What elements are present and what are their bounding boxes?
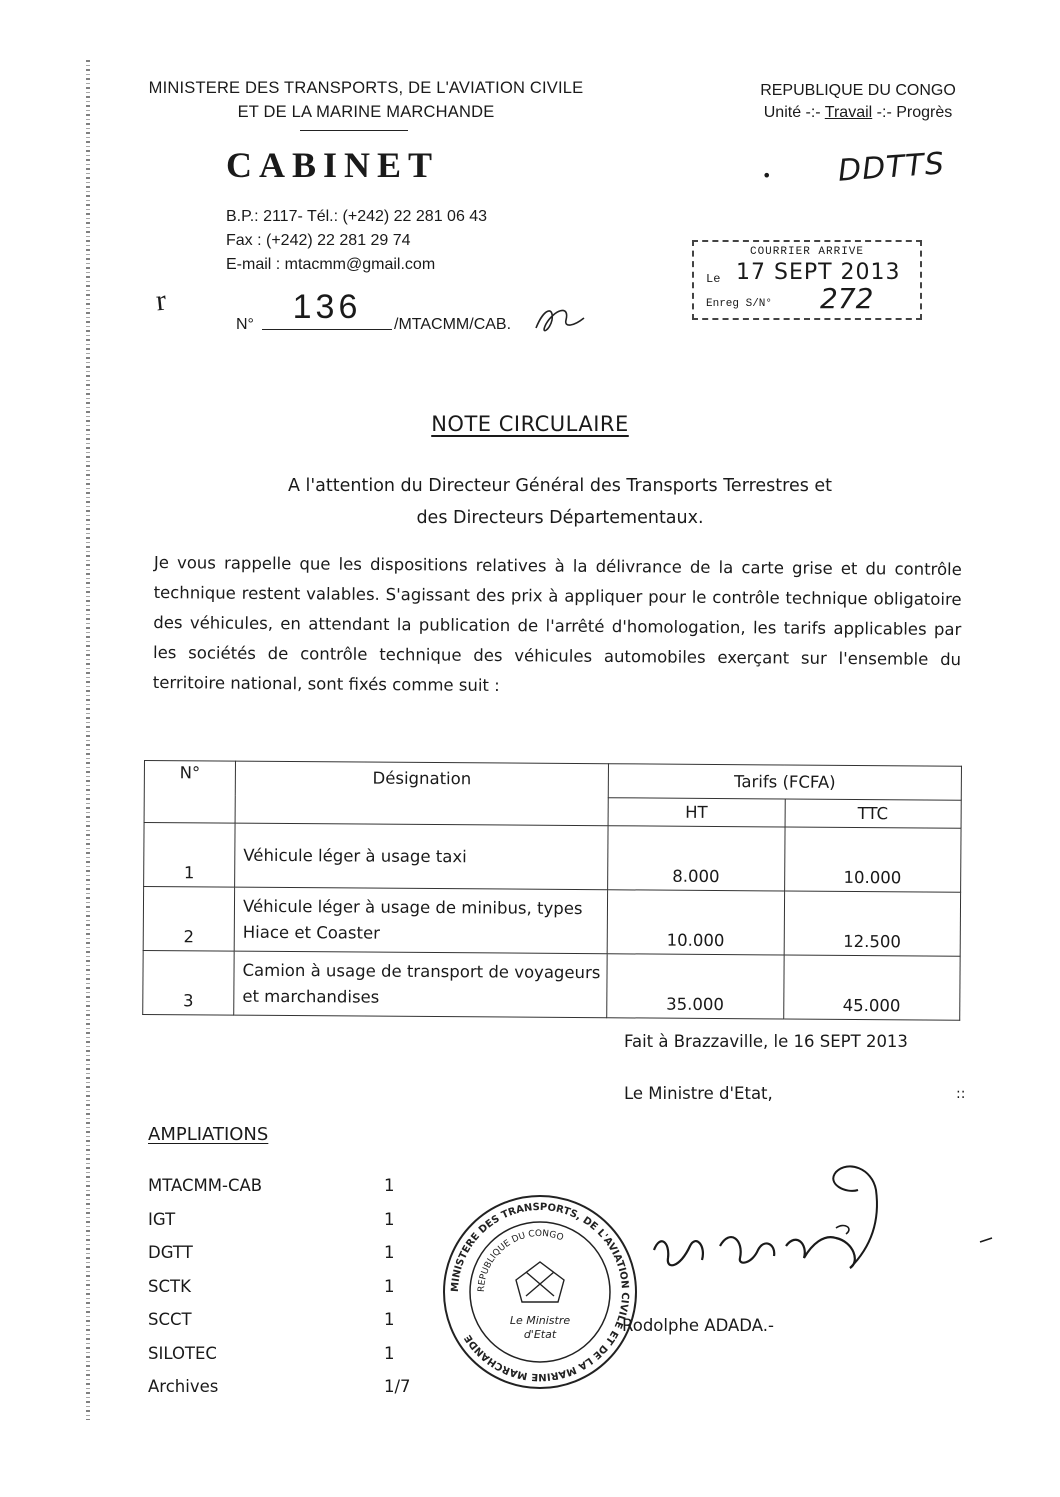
row-designation: Véhicule léger à usage de minibus, types Hiace et Coaster: [234, 887, 607, 954]
motto-travail: Travail: [824, 104, 873, 121]
stamp-date: 17 SEPT 2013: [736, 260, 901, 285]
scan-edge-border: [86, 60, 90, 1420]
ministry-divider: [300, 130, 408, 131]
header-ht: HT: [608, 798, 785, 827]
table-row: [144, 823, 961, 893]
contact-fax: Fax : (+242) 22 281 29 74: [226, 232, 411, 249]
contact-bp-phone: B.P.: 2117- Tél.: (+242) 22 281 06 43: [226, 208, 488, 225]
ampliations-list: [148, 1176, 438, 1411]
official-seal: [440, 1192, 640, 1392]
ampliation-name: DGTT: [148, 1243, 193, 1262]
handwritten-signature: [640, 1150, 1020, 1330]
ampliation-name: SCCT: [148, 1310, 192, 1329]
list-item: [148, 1277, 438, 1311]
republic-motto: [720, 102, 996, 124]
table-row: [143, 950, 960, 1020]
ampliation-name: MTACMM-CAB: [148, 1176, 263, 1195]
seal-outer-text: MINISTERE DES TRANSPORTS, DE L'AVIATION CIVILE ET DE LA MARINE MARCHANDE: [449, 1201, 631, 1383]
reference-suffix: /MTACMM/CAB.: [394, 316, 512, 333]
ampliation-name: Archives: [148, 1377, 219, 1396]
reference-number-label: N°: [236, 316, 254, 333]
row-number: 2: [143, 887, 234, 952]
row-price-ht: 8.000: [608, 826, 785, 891]
ampliation-name: SCTK: [148, 1276, 191, 1296]
handwritten-code: DDTTS: [836, 146, 946, 189]
ampliation-name: SILOTEC: [148, 1343, 217, 1363]
cabinet-heading: CABINET: [226, 145, 440, 185]
ampliation-qty: 1: [384, 1243, 395, 1262]
list-item: [148, 1377, 438, 1411]
initials-scribble: [530, 298, 590, 342]
row-number: 3: [143, 950, 234, 1015]
ministry-line-1: MINISTERE DES TRANSPORTS, DE L'AVIATION CIVILE: [148, 79, 584, 97]
ministry-line-2: ET DE LA MARINE MARCHANDE: [237, 103, 495, 121]
row-price-ht: 10.000: [607, 890, 784, 955]
republic-name: REPUBLIQUE DU CONGO: [760, 82, 956, 99]
list-item: [148, 1243, 438, 1277]
row-price-ttc: 10.000: [784, 827, 961, 892]
ampliation-name: IGT: [148, 1209, 176, 1229]
header-ttc: TTC: [785, 799, 962, 828]
ministry-header: [106, 76, 626, 124]
handwritten-dot: •: [762, 166, 772, 185]
stamp-enreg-label: Enreg S/N°: [706, 298, 773, 310]
attention-block: [150, 470, 970, 534]
list-item: [148, 1310, 438, 1344]
row-number: 1: [144, 823, 235, 888]
row-price-ttc: 12.500: [784, 891, 961, 956]
document-title: NOTE CIRCULAIRE: [431, 412, 629, 436]
place-and-date: Fait à Brazzaville, le 16 SEPT 2013: [624, 1032, 908, 1051]
header-designation: Désignation: [235, 761, 608, 826]
ampliation-qty: 1/7: [384, 1377, 411, 1396]
row-price-ttc: 45.000: [783, 955, 960, 1020]
tariff-table: [142, 760, 962, 1021]
contact-block: [226, 205, 487, 277]
ampliation-qty: 1: [384, 1276, 395, 1296]
colon-marks: ::: [956, 1086, 966, 1102]
stamp-registration-number: 272: [820, 282, 874, 315]
margin-handwritten-mark: r: [154, 283, 168, 318]
list-item: [148, 1176, 438, 1210]
seal-emblem: [516, 1262, 564, 1302]
reference-number: 136: [262, 285, 392, 330]
ampliation-qty: 1: [384, 1343, 395, 1363]
stamp-le-label: Le: [706, 272, 721, 286]
seal-inner-text: REPUBLIQUE DU CONGO: [476, 1228, 565, 1293]
ampliation-qty: 1: [384, 1209, 395, 1229]
attention-line-2: des Directeurs Départementaux.: [416, 508, 704, 528]
table-header-row: [144, 761, 961, 801]
body-paragraph: Je vous rappelle que les dispositions relatives à la délivrance de la carte grise et du contrôle technique restent valables. S'agissant des prix à appliquer pour le contrôle technique obligatoire des véhicules, en attendant la publication de l'arrêté d'homologation, les tarifs applicables par les sociétés de contrôle technique des véhicules automobiles exerçant sur l'ensemble du territoire national, sont fixés comme suit :: [152, 552, 962, 696]
list-item: [148, 1210, 438, 1244]
ampliation-qty: 1: [384, 1310, 395, 1329]
motto-progres: -:- Progrès: [876, 104, 953, 121]
signer-name: Rodolphe ADADA.-: [622, 1316, 774, 1335]
header-tarifs: Tarifs (FCFA): [608, 764, 961, 801]
minister-title: Le Ministre d'Etat,: [624, 1084, 773, 1103]
seal-center-line-1: Le Ministre: [509, 1314, 571, 1327]
ampliation-qty: 1: [384, 1176, 395, 1195]
row-designation: Camion à usage de transport de voyageurs et marchandises: [234, 951, 607, 1018]
ampliations-title: AMPLIATIONS: [148, 1124, 269, 1145]
header-no: N°: [144, 761, 235, 824]
contact-email: E-mail : mtacmm@gmail.com: [226, 256, 436, 273]
motto-unite: Unité -:-: [763, 104, 821, 121]
table-row: [143, 887, 960, 957]
republic-header: [720, 80, 996, 124]
row-price-ht: 35.000: [607, 954, 784, 1019]
arrival-stamp: [692, 240, 922, 320]
row-designation: Véhicule léger à usage taxi: [235, 823, 608, 890]
seal-center-line-2: d'Etat: [523, 1328, 557, 1341]
stamp-title: COURRIER ARRIVE: [749, 246, 865, 258]
list-item: [148, 1344, 438, 1378]
attention-line-1: A l'attention du Directeur Général des Transports Terrestres et: [287, 476, 833, 496]
